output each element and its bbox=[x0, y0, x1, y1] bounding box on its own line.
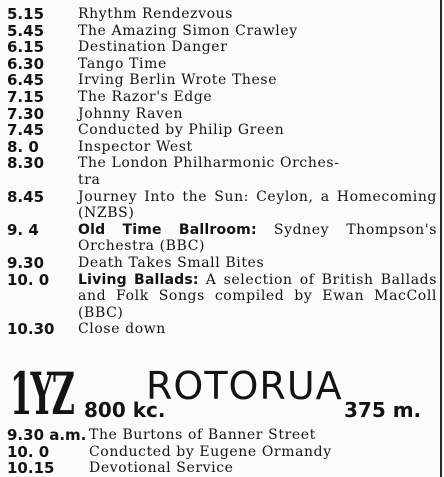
listing-time: 6.15 bbox=[7, 38, 45, 57]
listing-time: 5.45 bbox=[7, 21, 45, 40]
listing-row bbox=[7, 23, 437, 40]
programme-listing bbox=[7, 6, 437, 338]
listing-programme: The Razor's Edge bbox=[78, 88, 213, 105]
listing-programme: The Burtons of Banner Street bbox=[89, 427, 316, 443]
listing-row bbox=[7, 72, 437, 89]
listing-time: 7.30 bbox=[7, 104, 45, 123]
listing-programme: The Amazing Simon Crawley bbox=[78, 22, 298, 39]
listing-time: 7.45 bbox=[7, 121, 45, 140]
listing-row bbox=[7, 6, 437, 23]
listing-time: 8. 0 bbox=[7, 137, 39, 156]
listing-programme: Johnny Raven bbox=[78, 105, 184, 122]
listing-row bbox=[7, 321, 437, 338]
listing-programme bbox=[78, 222, 437, 255]
listing-time: 9.30 bbox=[7, 253, 45, 272]
station-frequency: 800 kc. bbox=[84, 398, 166, 422]
listing-programme: Irving Berlin Wrote These bbox=[78, 72, 278, 89]
listing-row bbox=[7, 272, 437, 322]
listing-time: 10. 0 bbox=[7, 270, 50, 289]
station-callsign: 1YZ bbox=[10, 360, 74, 428]
listing-row bbox=[7, 122, 437, 139]
listing-row bbox=[7, 460, 437, 477]
listing-row bbox=[7, 222, 437, 255]
station-header bbox=[0, 360, 444, 428]
programme-title-bold: Living Ballads: bbox=[78, 271, 199, 288]
listing-programme: Conducted by Philip Green bbox=[78, 122, 285, 139]
listing-programme: Close down bbox=[78, 321, 166, 338]
programme-listing-rotorua bbox=[7, 427, 437, 477]
listing-time: 6.45 bbox=[7, 71, 45, 90]
listing-row bbox=[7, 255, 437, 272]
listing-row bbox=[7, 39, 437, 56]
programme-detail: A selection of British Ballads and Folk Songs compiled by Ewan MacColl (BBC) bbox=[78, 271, 438, 321]
listing-row bbox=[7, 139, 437, 156]
listing-programme: Rhythm Rendezvous bbox=[78, 6, 234, 22]
listing-time: 9.30 a.m. bbox=[7, 426, 87, 444]
listing-time: 6.30 bbox=[7, 54, 45, 73]
listing-time: 9. 4 bbox=[7, 220, 39, 239]
listing-time: 10. 0 bbox=[7, 442, 50, 461]
listing-time: 8.45 bbox=[7, 187, 45, 206]
station-wavelength: 375 m. bbox=[344, 398, 422, 422]
listing-programme: Destination Danger bbox=[78, 39, 228, 56]
listing-programme: Death Takes Small Bites bbox=[78, 254, 265, 271]
programme-title-bold: Old Time Ballroom: bbox=[78, 221, 257, 238]
listing-row bbox=[7, 427, 437, 444]
listing-programme: Journey Into the Sun: Ceylon, a Homecoming (NZBS) bbox=[78, 188, 437, 222]
listing-row bbox=[7, 189, 437, 222]
listing-programme: The London Philharmonic Orches- tra bbox=[78, 155, 340, 188]
listing-time: 8.30 bbox=[7, 154, 45, 173]
listing-programme: Conducted by Eugene Ormandy bbox=[89, 443, 332, 460]
listing-time: 10.15 bbox=[7, 459, 55, 477]
listing-programme bbox=[78, 272, 437, 322]
listing-time: 10.30 bbox=[7, 320, 55, 339]
listing-programme: Devotional Service bbox=[89, 460, 234, 477]
listing-row bbox=[7, 56, 437, 73]
listing-time: 5.15 bbox=[7, 5, 45, 23]
programme-detail: Sydney Thompson's Orchestra (BBC) bbox=[78, 221, 438, 255]
listing-row bbox=[7, 444, 437, 461]
station-town: ROTORUA bbox=[146, 364, 343, 408]
listing-time: 7.15 bbox=[7, 87, 45, 106]
listing-programme: Tango Time bbox=[78, 55, 167, 72]
listing-row bbox=[7, 155, 437, 188]
listing-programme: Inspector West bbox=[78, 138, 193, 155]
listing-row bbox=[7, 106, 437, 123]
listing-row bbox=[7, 89, 437, 106]
